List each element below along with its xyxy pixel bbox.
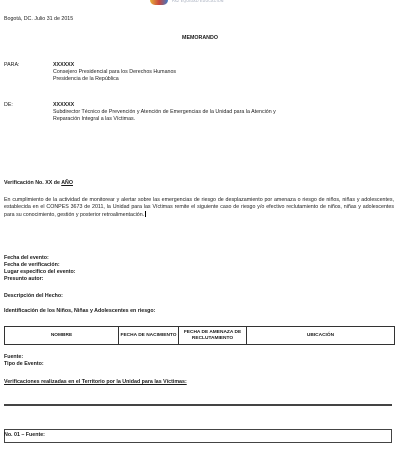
verification-year: AÑO	[61, 180, 73, 186]
body-paragraph[interactable]	[4, 197, 394, 219]
description-heading: Descripción del Hecho:	[4, 293, 63, 299]
col-nombre: NOMBRE	[5, 327, 119, 345]
de-line2: Reparación Integral a las Víctimas.	[53, 116, 136, 122]
verification-heading	[4, 180, 73, 187]
para-label: PARA:	[4, 62, 20, 68]
presumed-author-label: Presunto autor:	[4, 276, 44, 282]
col-fecha-amenaza: FECHA DE AMENAZA DE RECLUTAMIENTO	[179, 327, 247, 345]
event-date-label: Fecha del evento:	[4, 255, 49, 261]
place-date: Bogotá, DC. Julio 31 de 2015	[4, 16, 74, 22]
col-fecha-nacimiento: FECHA DE NACIMIENTO	[119, 327, 179, 345]
para-name: XXXXXX	[53, 62, 75, 68]
verification-date-label: Fecha de verificación:	[4, 262, 60, 268]
no01-box	[4, 429, 392, 443]
logo-swoosh-icon	[150, 0, 168, 5]
no01-label: No. 01 – Fuente:	[4, 432, 45, 438]
para-line2: Presidencia de la República	[53, 76, 119, 82]
identification-heading: Identificación de los Niños, Niñas y Adolescentes en riesgo:	[4, 308, 156, 314]
specific-place-label: Lugar especifico del evento:	[4, 269, 76, 275]
de-label: DE:	[4, 102, 13, 108]
col-ubicacion: UBICACIÓN	[247, 327, 395, 345]
memo-title: MEMORANDO	[182, 35, 218, 41]
event-type-label: Tipo de Evento:	[4, 361, 44, 367]
de-line1: Subdirector Técnico de Prevención y Atención de Emergencias de la Unidad para la Atención y	[53, 109, 276, 115]
text-cursor	[145, 211, 146, 217]
logo-tagline: PAZ EQUIDAD EDUCACIÓN	[172, 0, 224, 3]
verifications-box-top	[4, 404, 392, 406]
body-paragraph-text: En cumplimiento de la actividad de monitorear y alertar sobre las emergencias de riesgo de desplazamiento por amenaza o riesgo de niños, niñas y adolescentes, establecida en el CONPES 3673 de 2011, la Unidad para las Víctimas remite el siguiente caso de riesgo y/o efectivo reclutamiento de niños, niñas y adolescentes para su conocimiento, gestión y posterior retroalimentación.	[4, 197, 394, 219]
para-line1: Consejero Presidencial para los Derechos Humanos	[53, 69, 177, 75]
verifications-heading: Verificaciones realizadas en el Territorio por la Unidad para las Víctimas:	[4, 379, 187, 385]
header-logo	[150, 0, 260, 6]
verification-prefix: Verificación No. XX de	[4, 180, 62, 186]
de-name: XXXXXX	[53, 102, 75, 108]
table-header-row	[5, 327, 395, 345]
nna-table	[4, 326, 395, 345]
source-label: Fuente:	[4, 354, 24, 360]
